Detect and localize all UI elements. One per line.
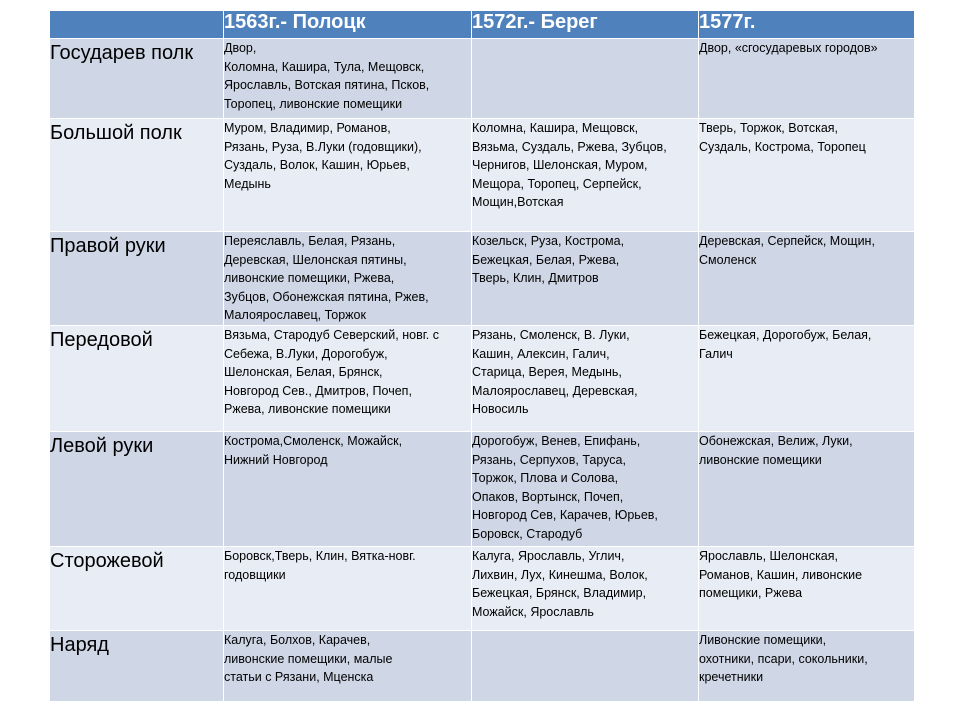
- cell-1577: Ярославль, Шелонская, Романов, Кашин, ливонские помещики, Ржева: [699, 546, 915, 630]
- regiment-name: Правой руки: [50, 232, 224, 326]
- table-row: [50, 119, 915, 232]
- regiments-table: [49, 10, 915, 702]
- regiment-name: Сторожевой: [50, 546, 224, 630]
- header-1563: 1563г.- Полоцк: [224, 11, 472, 39]
- cell-1577: Ливонские помещики, охотники, псари, сокольники, кречетники: [699, 630, 915, 701]
- header-row: [50, 11, 915, 39]
- cell-1577: Обонежская, Велиж, Луки, ливонские помещики: [699, 431, 915, 546]
- cell-1572: Рязань, Смоленск, В. Луки, Кашин, Алексин, Галич, Старица, Верея, Медынь, Малоярославец, Деревская, Новосиль: [472, 325, 699, 431]
- header-1572: 1572г.- Берег: [472, 11, 699, 39]
- cell-1577: Деревская, Серпейск, Мощин, Смоленск: [699, 232, 915, 326]
- table-row: [50, 431, 915, 546]
- header-blank-cell: [50, 11, 224, 39]
- regiment-name: Передовой: [50, 325, 224, 431]
- cell-1563: Кострома,Смоленск, Можайск, Нижний Новгород: [224, 431, 472, 546]
- cell-1572: Козельск, Руза, Кострома, Бежецкая, Белая, Ржева, Тверь, Клин, Дмитров: [472, 232, 699, 326]
- cell-1563: Муром, Владимир, Романов, Рязань, Руза, В.Луки (годовщики), Суздаль, Волок, Кашин, Юрьев, Медынь: [224, 119, 472, 232]
- cell-1563: Боровск,Тверь, Клин, Вятка-новг. годовщики: [224, 546, 472, 630]
- cell-1577: Тверь, Торжок, Вотская, Суздаль, Кострома, Торопец: [699, 119, 915, 232]
- table-row: [50, 630, 915, 701]
- table-row: [50, 546, 915, 630]
- table-row: [50, 232, 915, 326]
- header-1577: 1577г.: [699, 11, 915, 39]
- table-row: [50, 39, 915, 119]
- regiment-name: Наряд: [50, 630, 224, 701]
- cell-1563: Калуга, Болхов, Карачев, ливонские помещики, малые статьи с Рязани, Мценска: [224, 630, 472, 701]
- cell-1563: Двор, Коломна, Кашира, Тула, Мещовск, Ярославль, Вотская пятина, Псков, Торопец, ливонские помещики: [224, 39, 472, 119]
- regiment-name: Государев полк: [50, 39, 224, 119]
- cell-1572: [472, 630, 699, 701]
- cell-1577: Двор, «сгосударевых городов»: [699, 39, 915, 119]
- cell-1572: Калуга, Ярославль, Углич, Лихвин, Лух, Кинешма, Волок, Бежецкая, Брянск, Владимир, Можайск, Ярославль: [472, 546, 699, 630]
- cell-1572: [472, 39, 699, 119]
- table-row: [50, 325, 915, 431]
- regiment-name: Левой руки: [50, 431, 224, 546]
- cell-1563: Переяславль, Белая, Рязань, Деревская, Шелонская пятины, ливонские помещики, Ржева, Зубцов, Обонежская пятина, Ржев, Малоярославец, Торжок: [224, 232, 472, 326]
- cell-1563: Вязьма, Стародуб Северский, новг. с Себежа, В.Луки, Дорогобуж, Шелонская, Белая, Брянск, Новгород Сев., Дмитров, Почеп, Ржева, ливонские помещики: [224, 325, 472, 431]
- cell-1577: Бежецкая, Дорогобуж, Белая, Галич: [699, 325, 915, 431]
- cell-1572: Дорогобуж, Венев, Епифань, Рязань, Серпухов, Таруса, Торжок, Плова и Солова, Опаков, Вортынск, Почеп, Новгород Сев, Карачев, Юрьев, Боровск, Стародуб: [472, 431, 699, 546]
- regiment-name: Большой полк: [50, 119, 224, 232]
- cell-1572: Коломна, Кашира, Мещовск, Вязьма, Суздаль, Ржева, Зубцов, Чернигов, Шелонская, Муром, Мещора, Торопец, Серпейск, Мощин,Вотская: [472, 119, 699, 232]
